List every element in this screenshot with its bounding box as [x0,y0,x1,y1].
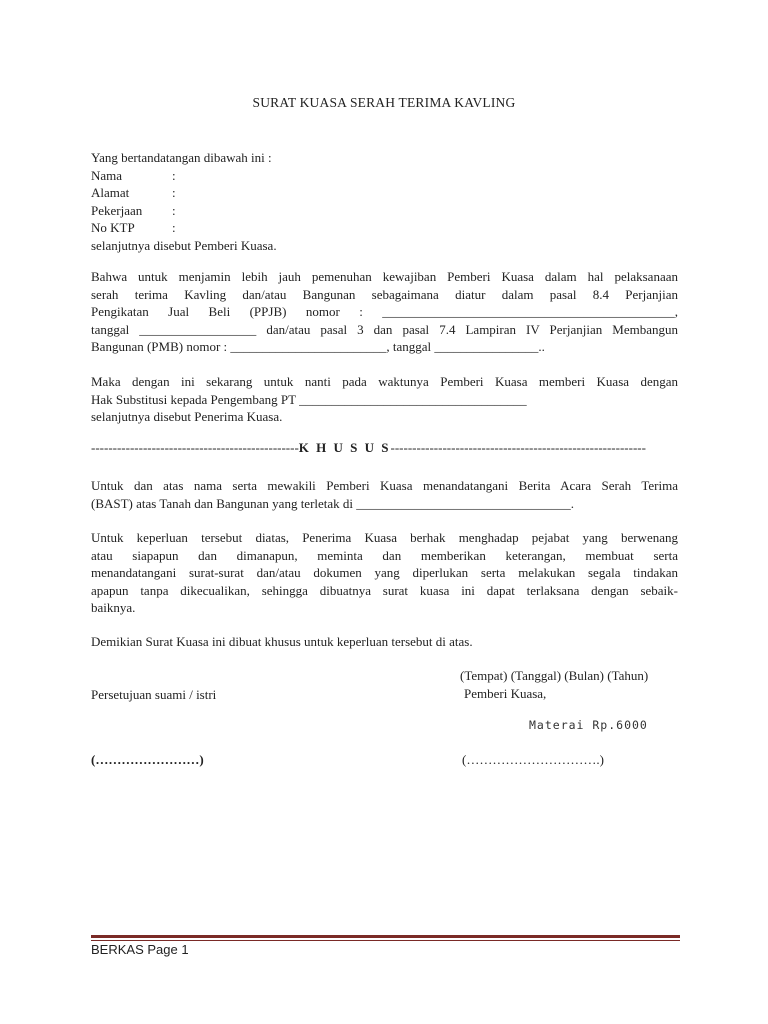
signature-right: (………………………….) [462,752,604,767]
field-no-ktp [91,219,678,237]
paragraph-line: apapun tanpa dikecualikan, sehingga dibuatnya surat kuasa ini dapat terlaksana dengan sebaik- [91,582,678,598]
field-label: Alamat [91,185,130,200]
materai-label: Materai Rp.6000 [529,718,648,732]
document-title: SURAT KUASA SERAH TERIMA KAVLING [252,95,516,110]
field-label: Nama [91,167,123,183]
paragraph-line: atau siapapun dan dimanapun, meminta dan memberikan keterangan, membuat serta [91,547,678,563]
paragraph-line: Untuk keperluan tersebut diatas, Penerima Kuasa berhak menghadap pejabat yang berwenang [91,530,678,545]
paragraph-line: baiknya. [91,600,136,615]
paragraph-line: serah terima Kavling dan/atau Bangunan sebagaimana diatur dalam pasal 8.4 Perjanjian [91,286,678,302]
footer-rule-thin [91,940,680,941]
field-label: No KTP [91,220,135,235]
field-separator: : [172,220,176,235]
field-label: Pekerjaan [91,202,143,218]
field-separator: : [172,167,176,183]
signature-left: (……………………) [91,752,204,767]
pemberi-kuasa-label: Pemberi Kuasa, [464,686,547,701]
divider-dashes-right: ----------------------------------------------------------- [390,440,646,455]
paragraph-penerima-kuasa [91,373,678,426]
paragraph-bast [91,477,678,512]
divider-dashes-left: ------------------------------------------------ [91,440,299,455]
field-alamat [91,184,678,202]
paragraph-line: (BAST) atas Tanah dan Bangunan yang terletak di _________________________________. [91,495,575,511]
paragraph-line: Bahwa untuk menjamin lebih jauh pemenuhan kewajiban Pemberi Kuasa dalam hal pelaksanaan [91,269,678,284]
paragraph-line: Bangunan (PMB) nomor : ________________________, tanggal ________________.. [91,339,545,354]
pemberi-kuasa-note: selanjutnya disebut Pemberi Kuasa. [91,237,277,253]
paragraph-line: Maka dengan ini sekarang untuk nanti pada waktunya Pemberi Kuasa memberi Kuasa dengan [91,374,678,389]
field-separator: : [172,185,176,200]
paragraph-line: Pengikatan Jual Beli (PPJB) nomor : _____________________________________________, [91,304,678,319]
paragraph-line: tanggal __________________ dan/atau pasal 3 dan pasal 7.4 Lampiran IV Perjanjian Membangun [91,321,678,337]
paragraph-line: menandatangani surat-surat dan/atau dokumen yang diperlukan serta melakukan segala tindakan [91,565,678,580]
intro-text: Yang bertandatangan dibawah ini : [91,150,272,165]
field-separator: : [172,202,176,218]
persetujuan-label: Persetujuan suami / istri [91,687,217,702]
paragraph-ppjb [91,268,678,356]
identity-block [91,149,678,254]
footer-page-label: BERKAS Page 1 [91,942,189,957]
closing-text: Demikian Surat Kuasa ini dibuat khusus untuk keperluan tersebut di atas. [91,634,473,649]
paragraph-wewenang [91,529,678,617]
paragraph-line: Untuk dan atas nama serta mewakili Pemberi Kuasa menandatangani Berita Acara Serah Terima [91,478,678,493]
khusus-heading: K H U S U S [298,440,391,455]
khusus-divider [91,440,678,456]
place-date: (Tempat) (Tanggal) (Bulan) (Tahun) [460,668,649,683]
field-nama [91,167,678,185]
footer-rule-thick [91,935,680,938]
paragraph-line: selanjutnya disebut Penerima Kuasa. [91,409,283,424]
paragraph-line: Hak Substitusi kepada Pengembang PT ___________________________________ [91,391,527,407]
field-pekerjaan [91,202,678,220]
